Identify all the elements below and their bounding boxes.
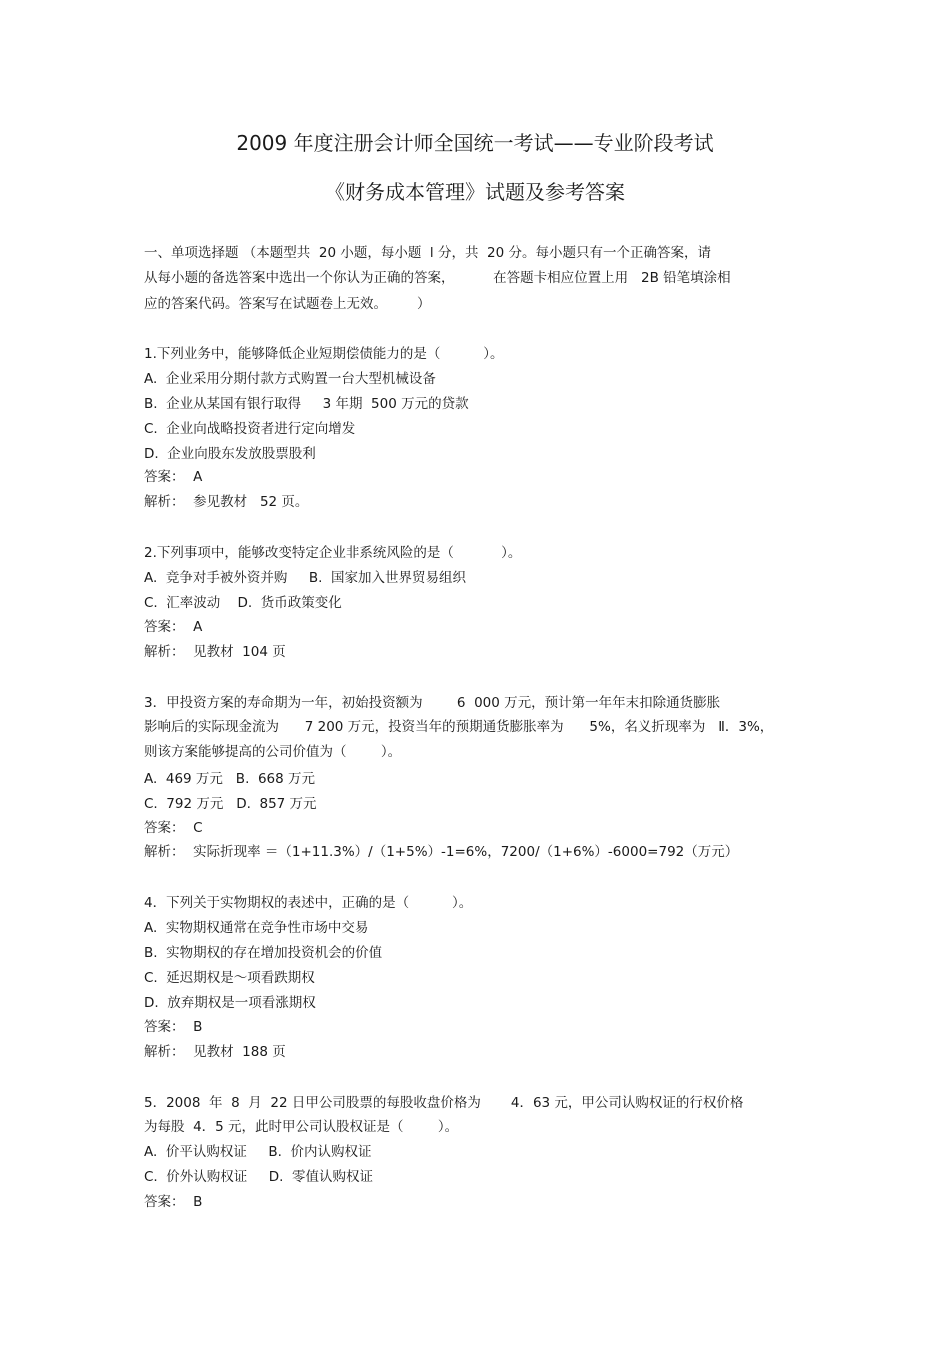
section-instructions-line-1: 一、单项选择题 （本题型共 20 小题，每小题 l 分，共 20 分。每小题只有一个正确答案，请: [144, 245, 712, 261]
question-1-answer: 答案： A: [144, 469, 203, 485]
document-subtitle: 《财务成本管理》试题及参考答案: [325, 180, 625, 204]
question-3-analysis: 解析： 实际折现率 ＝（1+11.3%）/（1+5%）-1=6%，7200/（1+6%）-6000=792（万元）: [144, 844, 739, 860]
question-5-stem-line-1: 5．2008 年 8 月 22 日甲公司股票的每股收盘价格为 4．63 元，甲公司认购权证的行权价格: [144, 1095, 744, 1111]
question-5-stem-line-2: 为每股 4．5 元，此时甲公司认股权证是（ ）。: [144, 1119, 459, 1135]
question-2-answer: 答案： A: [144, 619, 203, 635]
question-2-stem: 2.下列事项中，能够改变特定企业非系统风险的是（ ）。: [144, 545, 522, 561]
question-3-stem-line-2: 影响后的实际现金流为 7 200 万元，投资当年的预期通货膨胀率为 5%，名义折现率为 Ⅱ．3%，: [144, 719, 774, 735]
section-instructions-line-3: 应的答案代码。答案写在试题卷上无效。 ）: [144, 296, 431, 312]
question-2-analysis: 解析： 见教材 104 页: [144, 644, 286, 660]
question-3-options-cd: C. 792 万元 D. 857 万元: [144, 796, 317, 812]
question-4-analysis: 解析： 见教材 188 页: [144, 1044, 286, 1060]
question-1-stem: 1.下列业务中，能够降低企业短期偿债能力的是（ ）。: [144, 346, 504, 362]
question-4-stem: 4．下列关于实物期权的表述中，正确的是（ ）。: [144, 895, 473, 911]
question-2-options-cd: C. 汇率波动 D. 货币政策变化: [144, 595, 342, 611]
question-1-option-a: A. 企业采用分期付款方式购置一台大型机械设备: [144, 371, 436, 387]
question-2-options-ab: A. 竞争对手被外资并购 B. 国家加入世界贸易组织: [144, 570, 466, 586]
question-4-option-c: C. 延迟期权是～项看跌期权: [144, 970, 315, 986]
question-3-stem-line-3: 则该方案能够提高的公司价值为（ ）。: [144, 744, 402, 760]
question-1-analysis: 解析： 参见教材 52 页。: [144, 494, 309, 510]
question-1-option-c: C. 企业向战略投资者进行定向增发: [144, 421, 356, 437]
question-3-answer: 答案： C: [144, 820, 203, 836]
document-title: 2009 年度注册会计师全国统一考试——专业阶段考试: [236, 131, 714, 155]
question-1-option-b: B. 企业从某国有银行取得 3 年期 500 万元的贷款: [144, 396, 469, 412]
question-4-option-b: B. 实物期权的存在增加投资机会的价值: [144, 945, 383, 961]
question-5-options-ab: A. 价平认购权证 B. 价内认购权证: [144, 1144, 372, 1160]
question-4-option-d: D. 放弃期权是一项看涨期权: [144, 995, 316, 1011]
question-5-options-cd: C. 价外认购权证 D. 零值认购权证: [144, 1169, 374, 1185]
question-1-option-d: D. 企业向股东发放股票股利: [144, 446, 316, 462]
question-3-stem-line-1: 3．甲投资方案的寿命期为一年，初始投资额为 6 000 万元，预计第一年年末扣除通货膨胀: [144, 695, 721, 711]
question-4-option-a: A. 实物期权通常在竞争性市场中交易: [144, 920, 369, 936]
question-3-options-ab: A. 469 万元 B. 668 万元: [144, 771, 315, 787]
question-4-answer: 答案： B: [144, 1019, 203, 1035]
question-5-answer: 答案： B: [144, 1194, 203, 1210]
section-instructions-line-2: 从每小题的备选答案中选出一个你认为正确的答案， 在答题卡相应位置上用 2B 铅笔填涂相: [144, 270, 731, 286]
